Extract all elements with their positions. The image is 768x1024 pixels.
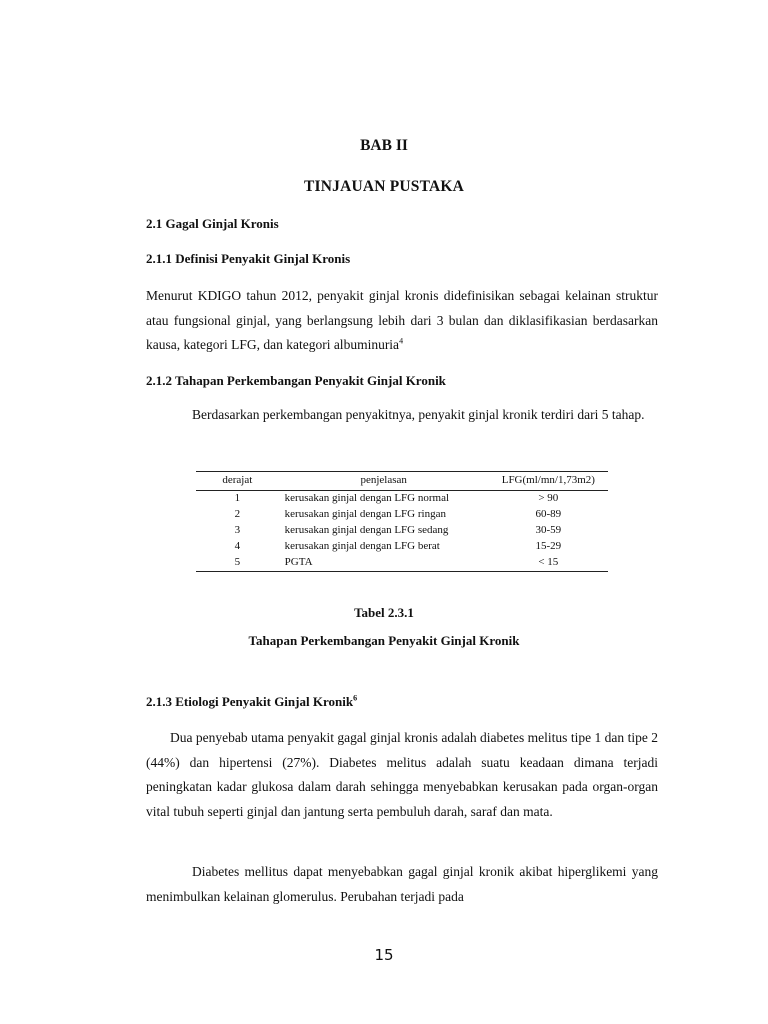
table-row — [196, 507, 608, 523]
table-row — [196, 539, 608, 555]
table-cell-stage: 4 — [234, 540, 241, 553]
paragraph-definition-text: Menurut KDIGO tahun 2012, penyakit ginjal kronis didefinisikan sebagai kelainan struktur atau fungsional ginjal, yang berlangsung lebih dari 3 bulan dan diklasifikasian berdasarkan kausa, kategori LFG, dan kategori albuminuria — [146, 288, 658, 352]
table-cell-lfg: < 15 — [489, 555, 608, 572]
table-cell-description: kerusakan ginjal dengan LFG ringan — [284, 508, 446, 521]
footnote-ref-4: 4 — [399, 336, 404, 346]
table-cell-description: kerusakan ginjal dengan LFG sedang — [284, 524, 449, 537]
table-header-derajat: derajat — [222, 474, 253, 487]
table-row — [196, 555, 608, 572]
page-number: 15 — [374, 946, 394, 964]
table-cell-description: kerusakan ginjal dengan LFG normal — [284, 492, 450, 505]
table-cell-stage: 3 — [234, 524, 241, 537]
stages-table — [196, 471, 608, 572]
table-caption-number: Tabel 2.3.1 — [354, 605, 414, 620]
table-cell-stage: 5 — [196, 555, 279, 572]
table-cell-stage: 2 — [234, 508, 241, 521]
table-cell-lfg: 15-29 — [535, 540, 562, 553]
table-header-row — [196, 472, 608, 491]
footnote-ref-6: 6 — [353, 693, 358, 703]
table-cell-description: PGTA — [279, 555, 489, 572]
paragraph-stages: Berdasarkan perkembangan penyakitnya, penyakit ginjal kronik terdiri dari 5 tahap. — [192, 407, 645, 422]
table-row — [196, 523, 608, 539]
paragraph-diabetes: Diabetes mellitus dapat menyebabkan gagal ginjal kronik akibat hiperglikemi yang menimbulkan kelainan glomerulus. Perubahan terjadi pada — [146, 864, 658, 904]
table-header-penjelasan: penjelasan — [360, 474, 407, 487]
table-cell-lfg: > 90 — [538, 492, 559, 505]
table-cell-description: kerusakan ginjal dengan LFG berat — [284, 540, 440, 553]
table-header-lfg: LFG(ml/mn/1,73m2) — [501, 474, 595, 487]
section-heading-2-1: 2.1 Gagal Ginjal Kronis — [146, 216, 279, 231]
table-cell-stage: 1 — [234, 492, 241, 505]
section-heading-2-1-3-text: 2.1.3 Etiologi Penyakit Ginjal Kronik — [146, 694, 354, 709]
chapter-title: TINJAUAN PUSTAKA — [303, 178, 465, 195]
section-heading-2-1-2: 2.1.2 Tahapan Perkembangan Penyakit Ginjal Kronik — [146, 373, 446, 388]
paragraph-definition — [146, 284, 658, 358]
paragraph-etiology: Dua penyebab utama penyakit gagal ginjal kronis adalah diabetes melitus tipe 1 dan tipe 2 (44%) dan hipertensi (27%). Diabetes melitus adalah suatu keadaan dimana terjadi peningkatan kadar glukosa dalam darah sehingga menyebabkan kerusakan pada organ-organ vital tubuh seperti ginjal dan jantung serta pembuluh darah, saraf dan mata. — [146, 730, 658, 819]
chapter-number: BAB II — [360, 137, 408, 154]
table-cell-lfg: 60-89 — [535, 508, 562, 521]
table-row — [196, 491, 608, 508]
table-cell-lfg: 30-59 — [535, 524, 562, 537]
table-caption-title: Tahapan Perkembangan Penyakit Ginjal Kronik — [248, 633, 520, 648]
section-heading-2-1-1: 2.1.1 Definisi Penyakit Ginjal Kronis — [146, 251, 351, 266]
section-heading-2-1-3 — [146, 694, 357, 710]
